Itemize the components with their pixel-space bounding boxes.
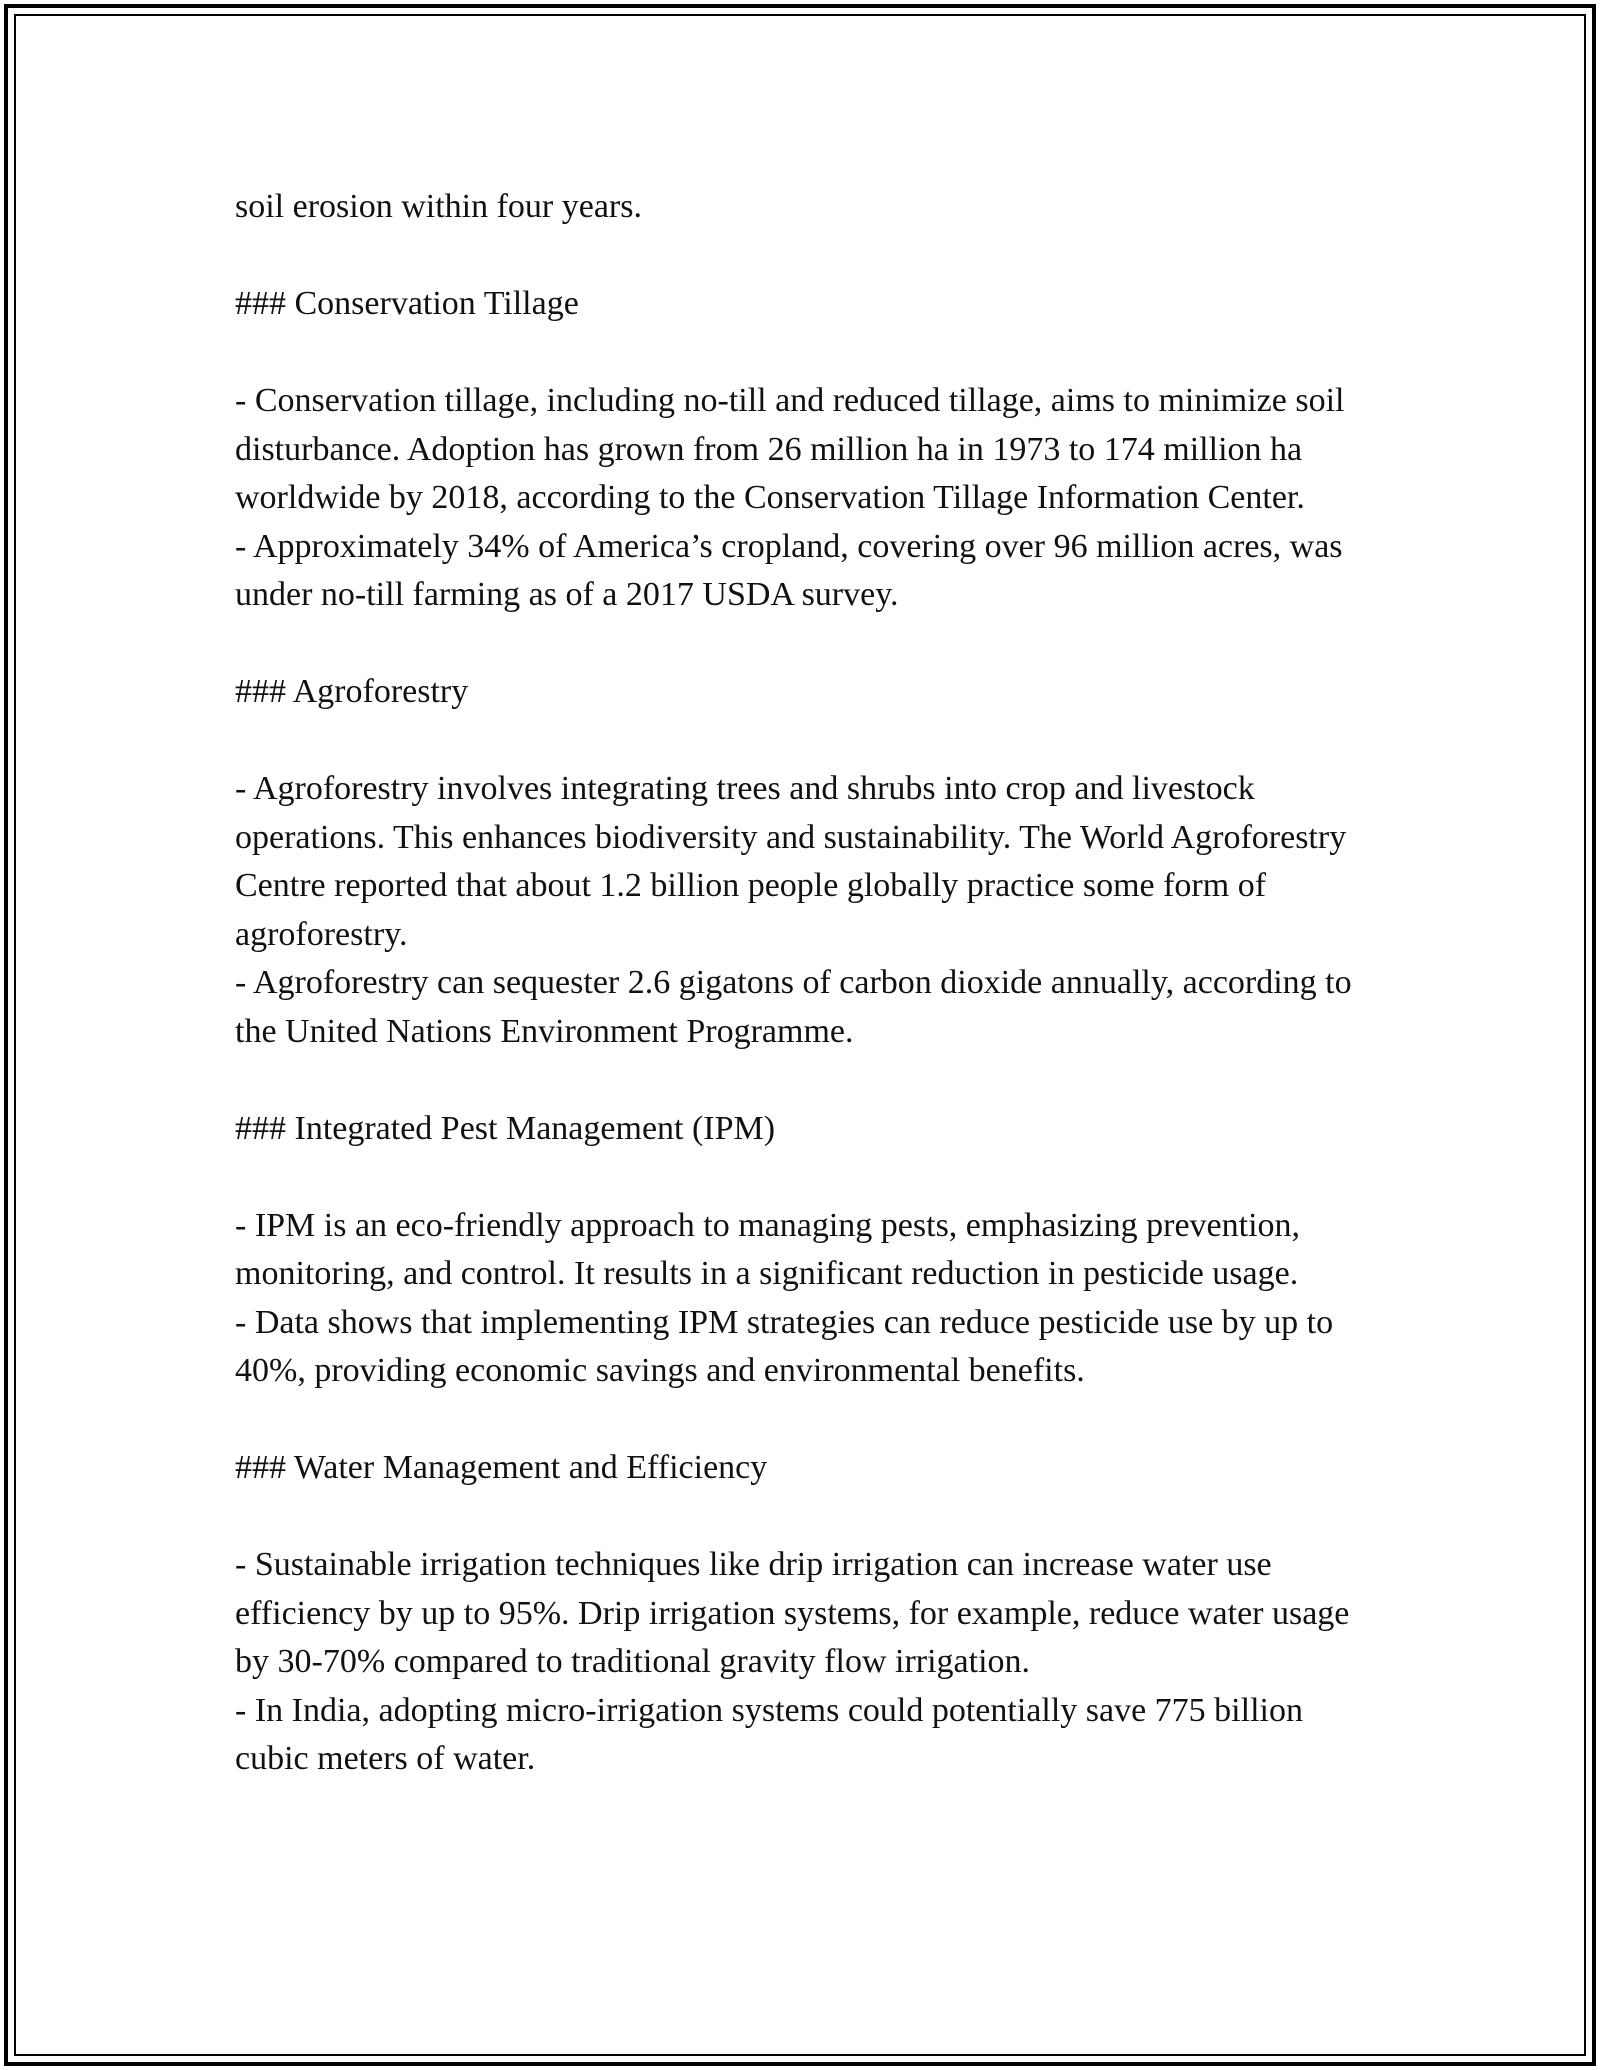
bullet-item: - Sustainable irrigation techniques like drip irrigation can increase water use efficiency by up to 95%. Drip irrigation systems, for example, reduce water usage by 30-70% compared to traditional gravity flow irrigation. xyxy=(235,1546,1350,1680)
bullet-item: - Agroforestry involves integrating trees and shrubs into crop and livestock operations. This enhances biodiversity and sustainability. The World Agroforestry Centre reported that about 1.2 billion people globally practice some form of agroforestry. xyxy=(235,770,1347,953)
section-list-water-management xyxy=(235,1541,1365,1784)
bullet-item: - Approximately 34% of America’s cropland, covering over 96 million acres, was under no-till farming as of a 2017 USDA survey. xyxy=(235,527,1343,613)
bullet-item: - In India, adopting micro-irrigation systems could potentially save 775 billion cubic meters of water. xyxy=(235,1691,1303,1777)
bullet-item: - Agroforestry can sequester 2.6 gigatons of carbon dioxide annually, according to the United Nations Environment Programme. xyxy=(235,964,1352,1050)
section-heading-water-management: ### Water Management and Efficiency xyxy=(235,1449,768,1486)
section-list-ipm xyxy=(235,1202,1365,1396)
document-body xyxy=(235,183,1365,1832)
section-list-agroforestry xyxy=(235,765,1365,1056)
bullet-item: - Data shows that implementing IPM strategies can reduce pesticide use by up to 40%, providing economic savings and environmental benefits. xyxy=(235,1303,1334,1389)
intro-paragraph xyxy=(235,183,1365,232)
bullet-item: - IPM is an eco-friendly approach to managing pests, emphasizing prevention, monitoring, and control. It results in a significant reduction in pesticide usage. xyxy=(235,1206,1301,1292)
section-heading-ipm: ### Integrated Pest Management (IPM) xyxy=(235,1109,776,1147)
section-heading-agroforestry: ### Agroforestry xyxy=(235,673,469,710)
section-list-conservation-tillage xyxy=(235,377,1365,620)
bullet-item: - Conservation tillage, including no-till and reduced tillage, aims to minimize soil disturbance. Adoption has grown from 26 million ha in 1973 to 174 million ha worldwide by 2018, according to the Conservation Tillage Information Center. xyxy=(235,382,1345,516)
intro-text: soil erosion within four years. xyxy=(235,188,642,225)
section-heading-conservation-tillage: ### Conservation Tillage xyxy=(235,285,579,322)
